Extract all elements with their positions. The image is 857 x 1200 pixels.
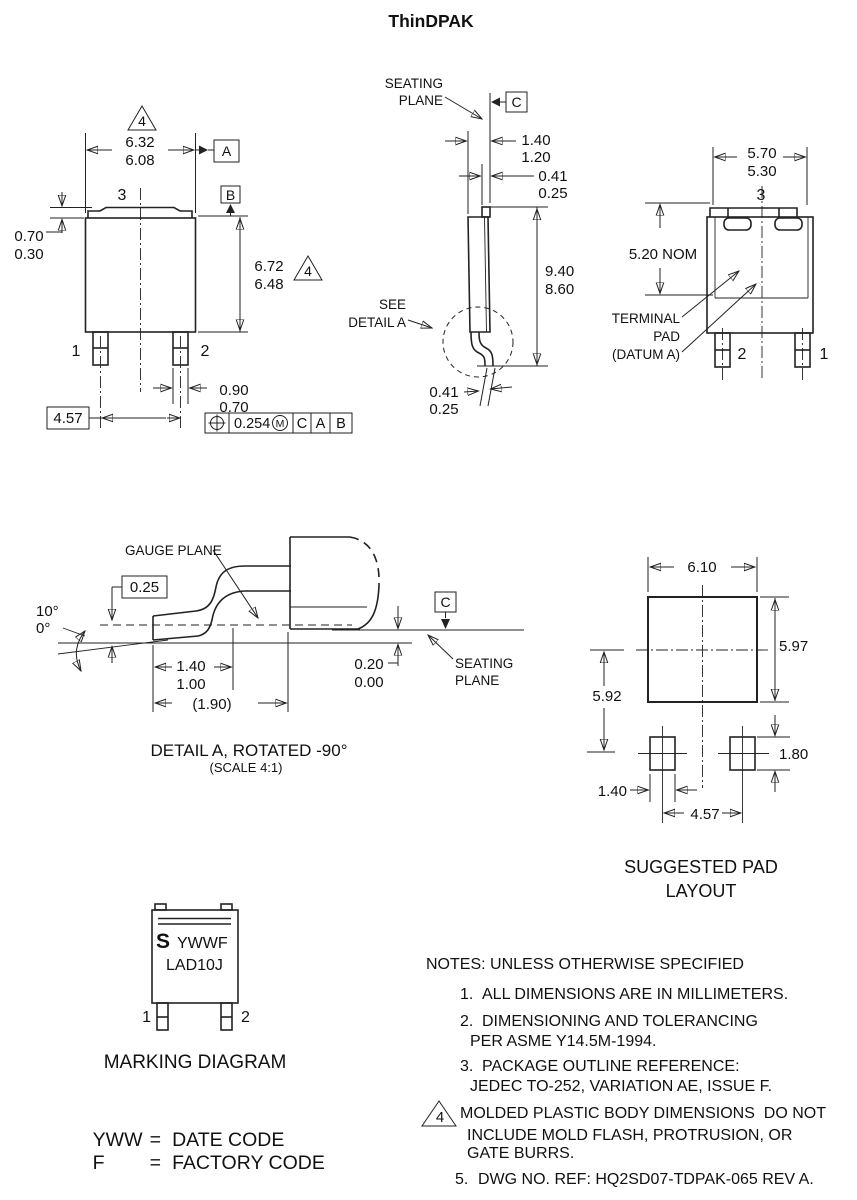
page-title: ThinDPAK [388, 11, 474, 31]
dim-tab-min: 0.30 [14, 246, 44, 263]
dim-body-height-max: 6.72 [254, 258, 284, 275]
note-4-text-2: INCLUDE MOLD FLASH, PROTRUSION, OR [467, 1127, 793, 1144]
marking-diagram [104, 904, 287, 1073]
pad-layout-caption-1: SUGGESTED PAD [624, 857, 778, 877]
dim-tab-max: 0.70 [14, 228, 44, 245]
dim-gauge-offset: 0.25 [129, 579, 160, 596]
gauge-plane-label: GAUGE PLANE [125, 543, 222, 558]
dim-standoff-max: 0.20 [354, 656, 384, 673]
dim-tab-width-max: 5.70 [747, 145, 777, 162]
ts-logo-icon: S [156, 930, 171, 953]
pin3-label-back: 3 [756, 187, 766, 204]
pad-layout-caption-2: LAYOUT [665, 881, 737, 901]
pin3-label: 3 [117, 187, 127, 204]
dim-tab-thickness-min: 0.25 [538, 185, 568, 202]
note-3-number: 3. [460, 1058, 474, 1075]
note-5-number: 5. [455, 1171, 469, 1188]
dim-tab-width-min: 5.30 [747, 163, 777, 180]
dim-total-height-max: 9.40 [545, 263, 575, 280]
note-2-text-2: PER ASME Y14.5M-1994. [470, 1033, 657, 1050]
dim-foot-length-max: 1.40 [176, 658, 206, 675]
dim-pad-center-to-center: 5.92 [592, 688, 622, 705]
dim-body-width-min: 6.08 [125, 152, 155, 169]
note-2-number: 2. [460, 1013, 474, 1030]
legend-eq-2: = [149, 1152, 162, 1174]
marking-pin1-label: 1 [142, 1009, 151, 1026]
see-detail-label-2: DETAIL A [348, 315, 406, 330]
seating-plane-label-detail-2: PLANE [455, 673, 500, 688]
note-4-text-1: MOLDED PLASTIC BODY DIMENSIONS DO NOT [460, 1105, 826, 1122]
seating-plane-label-detail-1: SEATING [455, 656, 514, 671]
dim-body-width-max: 6.32 [125, 134, 155, 151]
marking-diagram-caption: MARKING DIAGRAM [103, 1052, 287, 1073]
dim-tab-thickness-max: 0.41 [538, 168, 568, 185]
dim-pad-pitch: 4.57 [690, 806, 720, 823]
dim-angle-min: 0° [36, 620, 51, 637]
fcf-datum-3: B [336, 416, 346, 432]
datum-a-reference: (DATUM A) [612, 347, 680, 362]
legend-value-1: DATE CODE [172, 1129, 285, 1151]
detail-a-view [36, 537, 524, 775]
dim-small-pad-height: 1.80 [779, 746, 809, 763]
dim-foot-length-min: 1.00 [176, 676, 206, 693]
fcf-modifier: M [275, 418, 285, 430]
note-flag-4: 4 [138, 113, 146, 129]
dim-standoff-min: 0.00 [354, 674, 384, 691]
seating-plane-label-2: PLANE [398, 93, 443, 108]
datum-a-flag: A [221, 143, 232, 159]
pad-layout-view [587, 557, 808, 901]
dim-small-pad-width: 1.40 [597, 783, 627, 800]
detail-a-caption: DETAIL A, ROTATED -90° [150, 741, 348, 760]
dim-body-thickness-min: 1.20 [521, 149, 551, 166]
marking-pin2-label: 2 [241, 1009, 250, 1026]
legend-eq-1: = [149, 1129, 162, 1151]
dim-angle-max: 10° [36, 603, 59, 620]
notes-header: NOTES: UNLESS OTHERWISE SPECIFIED [426, 956, 744, 973]
fcf-tolerance: 0.254 [234, 416, 271, 432]
note-2-text-1: DIMENSIONING AND TOLERANCING [482, 1013, 758, 1030]
datum-c-flag-detail: C [440, 594, 451, 610]
dim-lead-width-min: 0.70 [219, 399, 249, 416]
legend-row-factory-code [71, 1129, 325, 1198]
pin2-label: 2 [200, 343, 210, 360]
see-detail-label-1: SEE [378, 297, 406, 312]
note-3-text-2: JEDEC TO-252, VARIATION AE, ISSUE F. [470, 1078, 773, 1095]
note-3-text-1: PACKAGE OUTLINE REFERENCE: [482, 1058, 740, 1075]
dim-lead-thickness-min: 0.25 [429, 401, 459, 418]
note-4-text-3: GATE BURRS. [467, 1145, 575, 1162]
dim-body-thickness-max: 1.40 [521, 132, 551, 149]
dim-body-height-min: 6.48 [254, 276, 284, 293]
note-1-number: 1. [460, 986, 474, 1003]
dim-lead-pitch: 4.57 [53, 410, 83, 427]
note-flag-4-height: 4 [304, 263, 312, 279]
legend-value-2: FACTORY CODE [172, 1152, 325, 1174]
marking-code-line-1: YWWF [177, 935, 228, 952]
back-view [612, 145, 829, 380]
datum-b-flag: B [225, 187, 236, 203]
fcf-datum-1: C [296, 416, 308, 432]
dim-lead-ref: (1.90) [192, 696, 232, 713]
seating-plane-label-1: SEATING [384, 76, 443, 91]
legend-key-1: YWW [92, 1129, 143, 1151]
pin1-label: 1 [71, 343, 81, 360]
note-1-text: ALL DIMENSIONS ARE IN MILLIMETERS. [482, 986, 789, 1003]
feature-control-frame [205, 413, 352, 433]
fcf-datum-2: A [315, 416, 326, 432]
legend-key-2: F [92, 1152, 105, 1174]
side-view [348, 76, 574, 418]
pin1-label-back: 1 [819, 346, 829, 363]
dim-lead-width-max: 0.90 [219, 382, 249, 399]
detail-a-scale: (SCALE 4:1) [209, 760, 283, 775]
dim-lead-thickness-max: 0.41 [429, 384, 459, 401]
terminal-pad-label-2: PAD [653, 329, 680, 344]
terminal-pad-label-1: TERMINAL [611, 311, 680, 326]
pin2-label-back: 2 [737, 346, 747, 363]
dim-pad-width: 6.10 [687, 559, 717, 576]
dim-total-height-min: 8.60 [545, 281, 575, 298]
datum-c-flag: C [511, 94, 522, 110]
note-5-text: DWG NO. REF: HQ2SD07-TDPAK-065 REV A. [478, 1171, 814, 1188]
dim-terminal-pad: 5.20 NOM [628, 246, 698, 263]
note-4-number: 4 [435, 1109, 445, 1126]
front-view [14, 106, 352, 433]
marking-code-line-2: LAD10J [166, 957, 223, 974]
dim-pad-height: 5.97 [779, 638, 809, 655]
